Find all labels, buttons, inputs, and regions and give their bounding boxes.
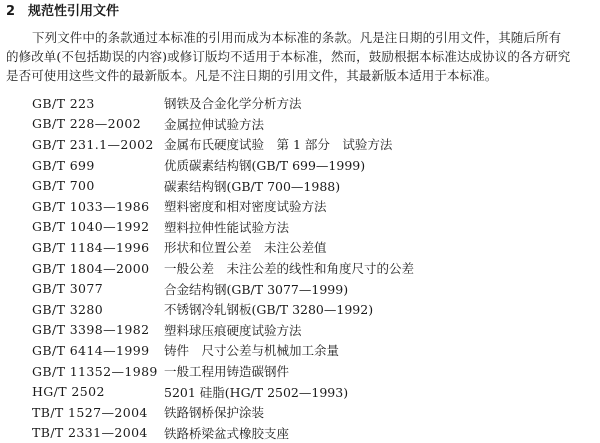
paragraph-line: 下列文件中的条款通过本标准的引用而成为本标准的条款。凡是注日期的引用文件，其随后所有: [6, 28, 596, 47]
reference-title: 不锈钢冷轧钢板(GB/T 3280—1992): [164, 300, 592, 318]
reference-item: [32, 196, 592, 217]
reference-item: [32, 361, 592, 382]
reference-code: GB/T 699: [32, 158, 164, 173]
reference-title: 铁路桥梁盆式橡胶支座: [164, 424, 592, 442]
reference-code: GB/T 1804—2000: [32, 261, 164, 276]
reference-code: GB/T 231.1—2002: [32, 137, 164, 152]
reference-code: GB/T 223: [32, 96, 164, 111]
reference-code: GB/T 1033—1986: [32, 199, 164, 214]
reference-code: GB/T 228—2002: [32, 116, 164, 131]
reference-code: GB/T 3077: [32, 281, 164, 296]
reference-item: [32, 340, 592, 361]
reference-title: 形状和位置公差 未注公差值: [164, 238, 592, 256]
reference-title: 塑料拉伸性能试验方法: [164, 218, 592, 236]
reference-code: GB/T 1184—1996: [32, 240, 164, 255]
reference-code: GB/T 1040—1992: [32, 219, 164, 234]
reference-title: 碳素结构钢(GB/T 700—1988): [164, 177, 592, 195]
reference-code: TB/T 2331—2004: [32, 425, 164, 440]
section-heading: [6, 4, 119, 20]
reference-title: 一般公差 未注公差的线性和角度尺寸的公差: [164, 259, 592, 277]
reference-item: [32, 155, 592, 176]
reference-code: GB/T 700: [32, 178, 164, 193]
reference-title: 5201 硅脂(HG/T 2502—1993): [164, 383, 592, 401]
section-number: 2: [6, 4, 28, 20]
reference-item: [32, 278, 592, 299]
reference-title: 金属布氏硬度试验 第 1 部分 试验方法: [164, 135, 592, 153]
reference-title: 铁路钢桥保护涂装: [164, 403, 592, 421]
reference-code: HG/T 2502: [32, 384, 164, 399]
reference-item: [32, 402, 592, 423]
section-title: 规范性引用文件: [28, 4, 119, 19]
reference-title: 合金结构钢(GB/T 3077—1999): [164, 280, 592, 298]
intro-paragraph: [6, 28, 596, 85]
reference-list: [32, 93, 592, 443]
reference-code: GB/T 3280: [32, 302, 164, 317]
paragraph-line: 的修改单(不包括勘误的内容)或修订版均不适用于本标准，然而，鼓励根据本标准达成协议的各方研究: [6, 47, 596, 66]
reference-item: [32, 381, 592, 402]
reference-item: [32, 258, 592, 279]
reference-item: [32, 114, 592, 135]
reference-code: GB/T 11352—1989: [32, 364, 164, 379]
reference-title: 金属拉伸试验方法: [164, 115, 592, 133]
reference-title: 一般工程用铸造碳钢件: [164, 362, 592, 380]
reference-item: [32, 217, 592, 238]
reference-code: GB/T 3398—1982: [32, 322, 164, 337]
reference-title: 优质碳素结构钢(GB/T 699—1999): [164, 156, 592, 174]
reference-code: GB/T 6414—1999: [32, 343, 164, 358]
reference-item: [32, 299, 592, 320]
reference-item: [32, 423, 592, 443]
reference-item: [32, 175, 592, 196]
reference-code: TB/T 1527—2004: [32, 405, 164, 420]
reference-item: [32, 134, 592, 155]
reference-title: 塑料密度和相对密度试验方法: [164, 197, 592, 215]
reference-title: 铸件 尺寸公差与机械加工余量: [164, 341, 592, 359]
reference-title: 塑料球压痕硬度试验方法: [164, 321, 592, 339]
reference-item: [32, 320, 592, 341]
reference-item: [32, 237, 592, 258]
paragraph-line: 是否可使用这些文件的最新版本。凡是不注日期的引用文件，其最新版本适用于本标准。: [6, 66, 596, 85]
reference-title: 钢铁及合金化学分析方法: [164, 94, 592, 112]
reference-item: [32, 93, 592, 114]
